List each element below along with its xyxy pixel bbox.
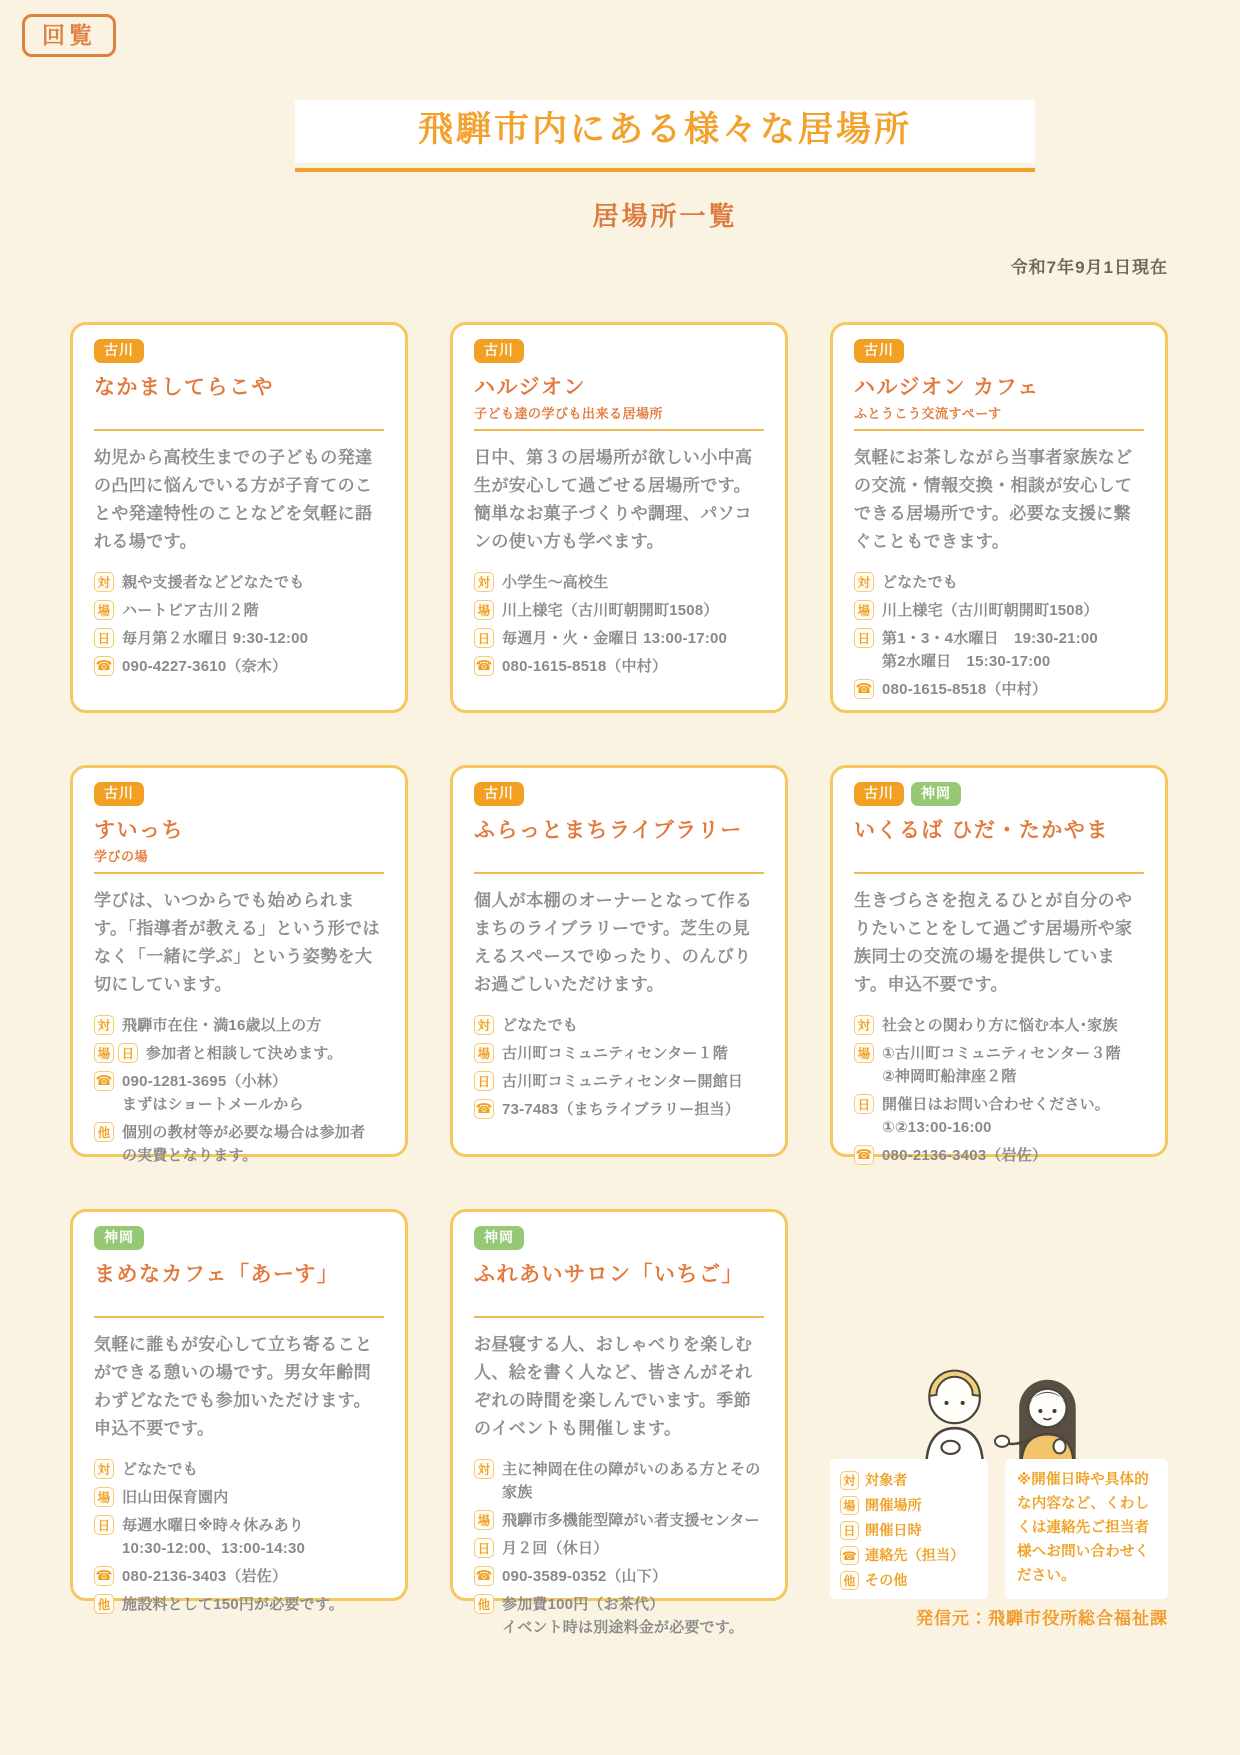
divider — [94, 429, 384, 432]
detail-row — [854, 627, 1144, 673]
page-title: 飛騨市内にある様々な居場所 — [295, 100, 1035, 163]
detail-icons — [94, 655, 114, 676]
detail-icons — [840, 1470, 859, 1490]
area-tag-furukawa: 古川 — [94, 782, 144, 806]
detail-text: 主に神岡在住の障がいのある方とその家族 — [502, 1461, 761, 1502]
place-icon: 場 — [840, 1496, 859, 1515]
detail-text: ①古川町コミュニティセンター３階 ②神岡町船津座２階 — [882, 1045, 1121, 1086]
card-title: いくるば ひだ・たかやま — [854, 818, 1109, 842]
phone-icon: ☎ — [94, 1071, 114, 1091]
detail-text: 開催場所 — [865, 1497, 922, 1513]
detail-row — [854, 599, 1144, 622]
detail-icons — [474, 1098, 494, 1119]
divider — [474, 1316, 764, 1319]
detail-row — [474, 627, 764, 650]
legend-area — [830, 1209, 1168, 1601]
target-icon: 対 — [94, 1015, 114, 1035]
card-description: 生きづらさを抱えるひとが自分のやりたいことをして過ごす居場所や家族同士の交流の場を提供しています。申込不要です。 — [854, 891, 1133, 995]
divider — [94, 872, 384, 875]
detail-icons — [94, 627, 114, 648]
date-icon: 日 — [854, 628, 874, 648]
place-icon: 場 — [474, 1043, 494, 1063]
tag-row — [474, 1226, 764, 1250]
person-left — [926, 1371, 983, 1467]
detail-row — [474, 599, 764, 622]
card-title: ハルジオン — [474, 375, 586, 399]
divider — [474, 429, 764, 432]
card-subtitle: 子ども達の学びも出来る居場所 — [474, 406, 664, 422]
detail-icons — [840, 1520, 859, 1540]
detail-text: 飛騨市多機能型障がい者支援センター — [502, 1512, 760, 1530]
card-title: すいっち — [94, 818, 184, 842]
kairan-badge — [22, 14, 116, 57]
other-icon: 他 — [840, 1571, 859, 1590]
target-icon: 対 — [854, 1015, 874, 1035]
card-ikuruba-hida-takayama — [830, 765, 1168, 1165]
detail-icons — [840, 1545, 859, 1565]
detail-icons — [474, 599, 494, 620]
detail-row — [94, 1565, 384, 1588]
place-icon: 場 — [854, 1043, 874, 1063]
card-description: 幼児から高校生までの子どもの発達の凸凹に悩んでいる方が子育てのことや発達特性のことなどを気軽に語れる場です。 — [94, 448, 373, 552]
detail-icons — [474, 1593, 494, 1614]
detail-text: 開催日はお問い合わせください。 ①②13:00-16:00 — [882, 1096, 1111, 1137]
date-icon: 日 — [840, 1521, 859, 1540]
detail-text: 古川町コミュニティセンター１階 — [502, 1045, 728, 1063]
phone-icon: ☎ — [840, 1546, 859, 1565]
detail-text: 090-3589-0352（山下） — [502, 1568, 668, 1586]
detail-text: 月２回（休日） — [502, 1540, 609, 1558]
tag-row — [474, 782, 764, 806]
detail-text: 連絡先（担当） — [865, 1547, 965, 1563]
detail-text: 第1・3・4水曜日 19:30-21:00 第2水曜日 15:30-17:00 — [882, 630, 1098, 671]
phone-icon: ☎ — [94, 656, 114, 676]
detail-row — [474, 571, 764, 594]
card-details — [854, 571, 1144, 701]
detail-icons — [94, 571, 114, 592]
date-icon: 日 — [474, 1538, 494, 1558]
detail-row — [474, 655, 764, 678]
detail-row — [94, 1514, 384, 1560]
tag-row — [94, 1226, 384, 1250]
other-icon: 他 — [94, 1122, 114, 1142]
footer-credit: 発信元：飛騨市役所総合福祉課 — [916, 1609, 1168, 1628]
detail-text: 小学生～高校生 — [502, 574, 609, 592]
detail-row — [94, 1486, 384, 1509]
date-icon: 日 — [474, 628, 494, 648]
title-block — [94, 818, 384, 870]
card-subtitle: ふとうこう交流すぺーす — [854, 406, 1002, 422]
detail-text: 080-1615-8518（中村） — [882, 681, 1048, 699]
target-icon: 対 — [474, 1459, 494, 1479]
card-nakamashi-terakoya — [70, 322, 408, 713]
detail-row — [474, 1593, 764, 1639]
card-title: ふらっとまちライブラリー — [474, 818, 743, 842]
phone-icon: ☎ — [94, 1566, 114, 1586]
divider — [854, 872, 1144, 875]
kairan-label: 回覧 — [42, 22, 96, 48]
detail-icons — [94, 1486, 114, 1507]
target-icon: 対 — [474, 572, 494, 592]
detail-icons — [474, 1042, 494, 1063]
detail-text: 090-4227-3610（奈木） — [122, 658, 288, 676]
legend-row — [840, 1495, 978, 1516]
detail-text: 毎月第２水曜日 9:30-12:00 — [122, 630, 309, 648]
detail-row — [474, 1014, 764, 1037]
title-block — [854, 818, 1144, 870]
divider — [854, 429, 1144, 432]
tag-row — [94, 782, 384, 806]
legend-row — [840, 1545, 978, 1566]
card-description: 気軽にお茶しながら当事者家族などの交流・情報交換・相談が安心してできる居場所です。必要な支援に繋ぐこともできます。 — [854, 448, 1133, 552]
target-icon: 対 — [474, 1015, 494, 1035]
area-tag-furukawa: 古川 — [474, 782, 524, 806]
card-details — [94, 1458, 384, 1616]
detail-row — [94, 1121, 384, 1167]
card-details — [474, 1014, 764, 1121]
detail-text: 080-1615-8518（中村） — [502, 658, 668, 676]
detail-icons — [94, 599, 114, 620]
place-icon: 場 — [94, 600, 114, 620]
page-subtitle: 居場所一覧 — [592, 201, 738, 231]
detail-icons — [474, 1070, 494, 1091]
detail-text: 参加費100円（お茶代） イベント時は別途料金が必要です。 — [502, 1596, 745, 1637]
detail-row — [94, 655, 384, 678]
date-icon: 日 — [854, 1094, 874, 1114]
detail-text: 川上様宅（古川町朝開町1508） — [882, 602, 1099, 620]
detail-text: どなたでも — [122, 1461, 199, 1479]
detail-text: どなたでも — [502, 1017, 579, 1035]
target-icon: 対 — [854, 572, 874, 592]
detail-text: 毎週月・火・金曜日 13:00-17:00 — [502, 630, 728, 648]
person-right — [995, 1380, 1076, 1467]
card-description: 気軽に誰もが安心して立ち寄ることができる憩いの場です。男女年齢問わずどなたでも参加いただけます。申込不要です。 — [94, 1335, 373, 1439]
detail-row — [854, 678, 1144, 701]
title-block — [474, 375, 764, 427]
detail-row — [94, 1070, 384, 1116]
detail-text: 施設料として150円が必要です。 — [122, 1596, 345, 1614]
legend-box — [830, 1459, 988, 1599]
card-details — [94, 571, 384, 678]
note-box: ※開催日時や具体的な内容など、くわしくは連絡先ご担当者様へお問い合わせください。 — [1005, 1459, 1168, 1599]
area-tag-kamioka: 神岡 — [94, 1226, 144, 1250]
title-block — [94, 1262, 384, 1314]
target-icon: 対 — [94, 572, 114, 592]
place-icon: 場 — [474, 1510, 494, 1530]
tag-row — [474, 339, 764, 363]
date-icon: 日 — [118, 1043, 138, 1063]
place-icon: 場 — [94, 1043, 114, 1063]
detail-text: 080-2136-3403（岩佐） — [122, 1568, 288, 1586]
detail-icons — [474, 1565, 494, 1586]
area-tag-furukawa: 古川 — [474, 339, 524, 363]
detail-row — [854, 1014, 1144, 1037]
card-subtitle: 学びの場 — [94, 849, 149, 865]
detail-text: 個別の教材等が必要な場合は参加者 の実費となります。 — [122, 1124, 366, 1165]
detail-text: どなたでも — [882, 574, 959, 592]
detail-row — [854, 571, 1144, 594]
detail-row — [474, 1565, 764, 1588]
area-tag-furukawa: 古川 — [94, 339, 144, 363]
detail-icons — [474, 1458, 494, 1479]
detail-icons — [94, 1565, 114, 1586]
detail-text: 川上様宅（古川町朝開町1508） — [502, 602, 719, 620]
date-icon: 日 — [474, 1071, 494, 1091]
detail-row — [94, 1593, 384, 1616]
detail-icons — [854, 571, 874, 592]
card-furatto-machi-library — [450, 765, 788, 1157]
detail-icons — [94, 1070, 114, 1091]
card-description: 学びは、いつからでも始められます。「指導者が教える」という形ではなく「一緒に学ぶ」という姿勢を大切にしています。 — [94, 891, 380, 995]
detail-icons — [94, 1014, 114, 1035]
card-title: ハルジオン カフェ — [854, 375, 1040, 399]
title-block — [94, 375, 384, 427]
phone-icon: ☎ — [854, 1145, 874, 1165]
detail-icons — [474, 627, 494, 648]
title-block — [474, 1262, 764, 1314]
detail-row — [854, 1093, 1144, 1139]
main-title-block — [295, 100, 1035, 172]
phone-icon: ☎ — [474, 1566, 494, 1586]
card-details — [474, 571, 764, 678]
detail-row — [474, 1458, 764, 1504]
card-description: お昼寝する人、おしゃべりを楽しむ人、絵を書く人など、皆さんがそれぞれの時間を楽しんでいます。季節のイベントも開催します。 — [474, 1335, 753, 1439]
tag-row — [854, 339, 1144, 363]
card-description: 日中、第３の居場所が欲しい小中高生が安心して過ごせる居場所です。簡単なお菓子づくりや調理、パソコンの使い方も学べます。 — [474, 448, 753, 552]
target-icon: 対 — [94, 1459, 114, 1479]
legend-row — [840, 1520, 978, 1541]
card-details — [854, 1014, 1144, 1167]
area-tag-kamioka: 神岡 — [911, 782, 961, 806]
detail-text: 73-7483（まちライブラリー担当） — [502, 1101, 740, 1119]
detail-row — [94, 1014, 384, 1037]
divider — [94, 1316, 384, 1319]
detail-icons — [474, 1014, 494, 1035]
tag-row — [854, 782, 1144, 806]
people-illustration — [892, 1349, 1106, 1467]
place-icon: 場 — [854, 600, 874, 620]
detail-row — [474, 1509, 764, 1532]
detail-icons — [94, 1042, 138, 1063]
detail-icons — [474, 1509, 494, 1530]
detail-text: 対象者 — [865, 1472, 908, 1488]
detail-row — [94, 627, 384, 650]
detail-row — [94, 571, 384, 594]
card-mamena-cafe-earth — [70, 1209, 408, 1614]
detail-icons — [94, 1593, 114, 1614]
card-details — [94, 1014, 384, 1167]
card-switch — [70, 765, 408, 1165]
detail-text: その他 — [865, 1572, 908, 1588]
tag-row — [94, 339, 384, 363]
detail-row — [854, 1144, 1144, 1167]
detail-icons — [854, 1042, 874, 1063]
title-block — [854, 375, 1144, 427]
detail-row — [94, 1458, 384, 1481]
detail-icons — [94, 1121, 114, 1142]
detail-icons — [854, 1144, 874, 1165]
detail-icons — [854, 1014, 874, 1035]
area-tag-kamioka: 神岡 — [474, 1226, 524, 1250]
phone-icon: ☎ — [474, 656, 494, 676]
card-fureai-salon-ichigo — [450, 1209, 788, 1637]
detail-text: 社会との関わり方に悩む本人･家族 — [882, 1017, 1118, 1035]
target-icon: 対 — [840, 1471, 859, 1490]
detail-icons — [854, 1093, 874, 1114]
card-details — [474, 1458, 764, 1639]
detail-row — [474, 1537, 764, 1560]
detail-icons — [840, 1495, 859, 1515]
detail-icons — [94, 1514, 114, 1535]
detail-icons — [854, 627, 874, 648]
detail-row — [474, 1070, 764, 1093]
legend-row — [840, 1470, 978, 1491]
detail-text: 毎週水曜日※時々休みあり 10:30-12:00、13:00-14:30 — [122, 1517, 306, 1558]
other-icon: 他 — [474, 1594, 494, 1614]
detail-icons — [854, 599, 874, 620]
card-description: 個人が本棚のオーナーとなって作るまちのライブラリーです。芝生の見えるスペースでゆったり、のんびりお過ごしいただけます。 — [474, 891, 753, 995]
detail-text: 090-1281-3695（小林） まずはショートメールから — [122, 1073, 304, 1114]
area-tag-furukawa: 古川 — [854, 782, 904, 806]
detail-text: 旧山田保育園内 — [122, 1489, 229, 1507]
card-title: ふれあいサロン「いちご」 — [474, 1262, 744, 1286]
detail-text: 参加者と相談して決めます。 — [146, 1045, 343, 1063]
card-harujion-cafe — [830, 322, 1168, 713]
date-icon: 日 — [94, 1515, 114, 1535]
legend-row — [840, 1570, 978, 1591]
date-note: 令和7年9月1日現在 — [1010, 258, 1168, 277]
area-tag-furukawa: 古川 — [854, 339, 904, 363]
detail-text: 080-2136-3403（岩佐） — [882, 1147, 1048, 1165]
detail-icons — [474, 1537, 494, 1558]
detail-icons — [854, 678, 874, 699]
date-icon: 日 — [94, 628, 114, 648]
card-title: まめなカフェ「あーす」 — [94, 1262, 340, 1286]
detail-text: 親や支援者などどなたでも — [122, 574, 305, 592]
place-icon: 場 — [474, 600, 494, 620]
detail-row — [94, 1042, 384, 1065]
phone-icon: ☎ — [854, 679, 874, 699]
detail-row — [474, 1042, 764, 1065]
detail-icons — [474, 571, 494, 592]
detail-text: 飛騨市在住・満16歳以上の方 — [122, 1017, 322, 1035]
detail-row — [474, 1098, 764, 1121]
title-block — [474, 818, 764, 870]
detail-icons — [840, 1570, 859, 1590]
detail-text: ハートピア古川２階 — [122, 602, 259, 620]
card-harujion — [450, 322, 788, 713]
detail-text: 古川町コミュニティセンター開館日 — [502, 1073, 744, 1091]
phone-icon: ☎ — [474, 1099, 494, 1119]
detail-icons — [94, 1458, 114, 1479]
other-icon: 他 — [94, 1594, 114, 1614]
detail-row — [854, 1042, 1144, 1088]
detail-icons — [474, 655, 494, 676]
card-title: なかましてらこや — [94, 375, 274, 399]
place-icon: 場 — [94, 1487, 114, 1507]
detail-text: 開催日時 — [865, 1522, 922, 1538]
detail-row — [94, 599, 384, 622]
divider — [474, 872, 764, 875]
